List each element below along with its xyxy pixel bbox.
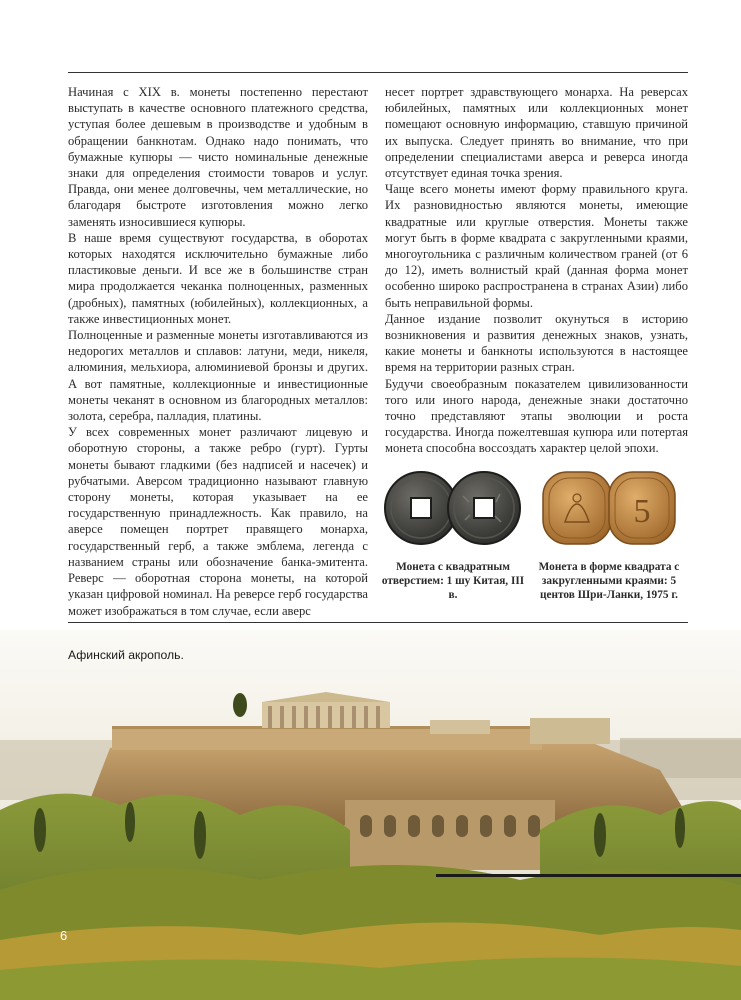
srilanka-coins-image (539, 466, 679, 550)
paragraph: несет портрет здравствующего монарха. На реверсах юбилейных, памятных или коллекционных монет помещают основную информацию, ставшую причиной их выпуска. Следует принять во внимание, что при определении специалистами аверса и реверса иногда отсутствует единая точка зрения. (385, 85, 688, 181)
paragraph: У всех современных монет различают лицевую и оборотную стороны, а также ребро (гурт). Гурты монеты бывают гладкими (без надписей и насечек) и рубчатыми. Аверсом традиционно называют главную сторону монеты, которая указывает на ее государственную принадлежность. Как правило, на аверсе помещен портрет правящего монарха, государственный герб, а также эмблема, легенда с названием страны или обозначение банка-эмитента. Реверс — оборотная сторона монеты, на которой указан цифровой номинал. На реверсе герб государства может изображаться в том случае, если аверс (68, 425, 368, 618)
coin-denomination: 5 (633, 493, 651, 530)
paragraph: Будучи своеобразным показателем цивилизованности того или иного народа, денежные знаки достаточно точно представляют этапы эволюции и роста государства. Иногда пожелтевшая купюра или потертая монета способна воссоздать характер целой эпохи. (385, 376, 688, 456)
figure-srilanka-coins (534, 466, 684, 602)
chinese-coins-image (383, 466, 523, 550)
photo-caption: Афинский акрополь. (68, 648, 184, 662)
decorative-bar (436, 874, 741, 877)
mid-rule (68, 622, 688, 623)
paragraph: В наше время существуют государства, в оборотах которых находятся исключительно бумажные либо пластиковые деньги. И все же в большинстве стран мира продолжается чеканка полноценных, разменных (дробных), памятных (юбилейных), коллекционных, а также инвестиционных монет. (68, 230, 368, 326)
paragraph: Полноценные и разменные монеты изготавливаются из недорогих металлов и сплавов: латуни, меди, никеля, алюминия, мельхиора, алюминиевой бронзы и других. А вот памятные, коллекционные и инвестиционные монеты чеканят в основном из благородных металлов: золота, серебра, палладия, платины. (68, 328, 368, 424)
paragraph: Чаще всего монеты имеют форму правильного круга. Их разновидностью являются монеты, имеющие квадратные или круглые отверстия. Монеты также могут быть в форме квадрата с закругленными краями, многоугольника с различным количеством граней (от 6 до 12), иметь волнистый край (данная форма монет особенно широко распространена в странах Азии) либо быть неправильной формы. (385, 182, 688, 310)
paragraph: Данное издание позволит окунуться в историю возникновения и развития денежных знаков, узнать, какие монеты и банкноты используются в настоящее время на территории разных стран. (385, 311, 688, 375)
acropolis-photo (0, 630, 741, 1000)
figure-chinese-coins (378, 466, 528, 602)
acropolis-image (0, 630, 741, 1000)
figure-caption: Монета с квадратным отверстием: 1 шу Китая, III в. (381, 561, 525, 601)
page-number: 6 (60, 928, 68, 943)
paragraph: Начиная с XIX в. монеты постепенно перестают выступать в качестве основного платежного средства, уступая более дешевым в производстве и удобным в обращении банкнотам. Однако надо понимать, что бумажные купюры — чисто номинальные денежные знаки для определения стоимости товаров и услуг. Правда, они менее долговечны, чем металлические, но благодаря быстроте изготовления можно легко заменять износившиеся купюры. (68, 85, 368, 229)
left-text-column (68, 84, 368, 619)
top-rule (68, 72, 688, 73)
right-text-column (385, 84, 688, 457)
figure-caption: Монета в форме квадрата с закругленными краями: 5 центов Шри-Ланки, 1975 г. (538, 561, 680, 601)
